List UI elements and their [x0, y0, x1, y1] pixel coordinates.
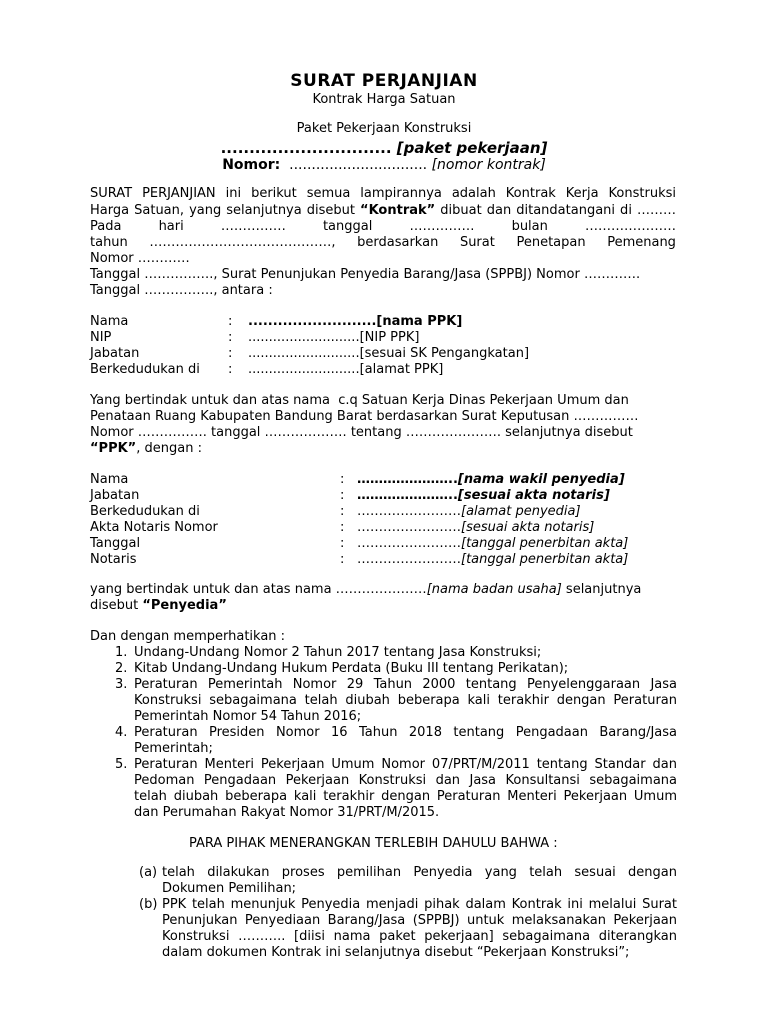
ppk-value	[248, 346, 529, 362]
placeholder: [sesuai SK Pengangkatan]	[359, 346, 530, 361]
placeholder: [alamat PPK]	[359, 362, 444, 377]
list-number: 2.	[115, 661, 128, 676]
ppk-para-4-rest: , dengan :	[136, 441, 202, 456]
penyedia-colon: :	[340, 520, 345, 535]
word: ……………	[220, 219, 286, 234]
list-item-line: telah dilakukan proses pemilihan Penyedia yang telah sesuai dengan	[162, 865, 677, 880]
penyedia-value	[357, 488, 610, 504]
paket-line	[0, 139, 768, 157]
placeholder: [tanggal penerbitan akta]	[461, 552, 629, 567]
considering-intro: Dan dengan memperhatikan :	[90, 629, 286, 644]
penyedia-colon: :	[340, 536, 345, 551]
dots: ……………………	[357, 520, 461, 535]
placeholder: [nama badan usaha]	[426, 582, 562, 597]
list-item-line: Konstruksi ……….. [diisi nama paket pekerjaan] sebagaimana diterangkan	[162, 929, 677, 944]
dots: ……………………	[357, 504, 461, 519]
penyedia-para-1	[90, 582, 641, 598]
dots: ...........................	[248, 330, 360, 345]
ppk-value	[248, 330, 419, 346]
list-item-line: telah diubah beberapa kali terakhir dengan Peraturan Menteri Pekerjaan Umum	[134, 789, 677, 804]
text: yang bertindak untuk dan atas nama …………………	[90, 582, 427, 597]
nomor-label: Nomor:	[222, 157, 281, 173]
ppk-label: Nama	[90, 314, 129, 329]
ppk-colon: :	[228, 362, 233, 377]
parties-heading: PARA PIHAK MENERANGKAN TERLEBIH DAHULU BAHWA :	[189, 836, 558, 851]
word: bulan	[511, 219, 548, 234]
ppk-colon: :	[228, 330, 233, 345]
placeholder: [tanggal penerbitan akta]	[461, 536, 629, 551]
list-item-line: Dokumen Pemilihan;	[162, 881, 297, 896]
text: selanjutnya	[561, 582, 642, 597]
ppk-term: “PPK”	[90, 441, 137, 456]
dots: …………………..	[357, 472, 458, 487]
document-title: SURAT PERJANJIAN	[290, 71, 478, 91]
list-number: 5.	[115, 757, 128, 772]
intro-line-1: SURAT PERJANJIAN ini berikut semua lampirannya adalah Kontrak Kerja Konstruksi	[90, 186, 676, 201]
document-subtitle: Kontrak Harga Satuan	[312, 92, 456, 107]
list-item-line: dalam dokumen Kontrak ini selanjutnya disebut “Pekerjaan Konstruksi”;	[162, 945, 630, 960]
word: Penetapan	[516, 235, 586, 250]
list-item-line: PPK telah menunjuk Penyedia menjadi pihak dalam Kontrak ini melalui Surat	[162, 897, 677, 912]
penyedia-label: Nama	[90, 472, 129, 487]
penyedia-label: Berkedudukan di	[90, 504, 200, 519]
intro-line-2-c: dibuat dan ditandatangani di ………	[435, 203, 676, 218]
penyedia-colon: :	[340, 472, 345, 487]
intro-line-3	[90, 219, 676, 235]
paket-placeholder: [paket pekerjaan]	[396, 139, 548, 157]
word: …………………	[584, 219, 676, 234]
word: berdasarkan	[357, 235, 439, 250]
list-label: (a)	[139, 865, 158, 880]
penyedia-label: Jabatan	[90, 488, 140, 503]
penyedia-label: Akta Notaris Nomor	[90, 520, 218, 535]
ppk-value	[248, 362, 443, 378]
intro-line-2	[90, 203, 676, 219]
ppk-label: Jabatan	[90, 346, 140, 361]
paket-label: Paket Pekerjaan Konstruksi	[296, 121, 472, 136]
dots: ……………………	[357, 536, 461, 551]
word: tahun	[90, 235, 128, 250]
intro-line-6: Tanggal ……………., Surat Penunjukan Penyedia Barang/Jasa (SPPBJ) Nomor ………….	[90, 267, 641, 282]
word: tanggal	[322, 219, 373, 234]
dots: ..........................	[248, 314, 377, 329]
intro-line-7: Tanggal ……………., antara :	[90, 283, 273, 298]
list-item-line: Penunjukan Penyediaan Barang/Jasa (SPPBJ) untuk melaksanakan Pekerjaan	[162, 913, 677, 928]
dots: ...........................	[248, 362, 360, 377]
placeholder: [nama PPK]	[376, 314, 463, 329]
word: ……………………………………,	[149, 235, 336, 250]
paket-dots: ..............................	[220, 139, 392, 157]
list-item-line: Peraturan Pemerintah Nomor 29 Tahun 2000 tentang Penyelenggaraan Jasa	[134, 677, 677, 692]
word: ……………	[409, 219, 475, 234]
ppk-para-2: Penataan Ruang Kabupaten Bandung Barat berdasarkan Surat Keputusan ……………	[90, 409, 639, 424]
ppk-colon: :	[228, 346, 233, 361]
dots: …………………..	[357, 488, 458, 503]
penyedia-colon: :	[340, 504, 345, 519]
list-label: (b)	[139, 897, 158, 912]
list-item-line: Peraturan Menteri Pekerjaan Umum Nomor 07/PRT/M/2011 tentang Standar dan	[134, 757, 677, 772]
penyedia-value	[357, 536, 628, 552]
list-item-line: Undang-Undang Nomor 2 Tahun 2017 tentang Jasa Konstruksi;	[134, 645, 542, 660]
penyedia-colon: :	[340, 552, 345, 567]
list-number: 4.	[115, 725, 128, 740]
placeholder: [nama wakil penyedia]	[457, 472, 625, 487]
penyedia-value	[357, 472, 625, 488]
intro-line-2-a: Harga Satuan, yang selanjutnya disebut	[90, 203, 361, 218]
placeholder: [NIP PPK]	[359, 330, 420, 345]
word: hari	[158, 219, 184, 234]
ppk-para-1: Yang bertindak untuk dan atas nama c.q Satuan Kerja Dinas Pekerjaan Umum dan	[90, 393, 629, 408]
ppk-label: Berkedudukan di	[90, 362, 200, 377]
dots: ……………………	[357, 552, 461, 567]
list-item-line: Kitab Undang-Undang Hukum Perdata (Buku III tentang Perikatan);	[134, 661, 569, 676]
nomor-line	[0, 157, 768, 173]
word: Pada	[90, 219, 122, 234]
penyedia-label: Notaris	[90, 552, 137, 567]
dots: ...........................	[248, 346, 360, 361]
list-item-line: Pedoman Pengadaan Pekerjaan Konstruksi dan Jasa Konsultansi sebagaimana	[134, 773, 677, 788]
intro-line-5: Nomor …………	[90, 251, 190, 266]
nomor-placeholder: [nomor kontrak]	[431, 157, 546, 173]
ppk-colon: :	[228, 314, 233, 329]
list-item-line: Peraturan Presiden Nomor 16 Tahun 2018 tentang Pengadaan Barang/Jasa	[134, 725, 677, 740]
list-item-line: Konstruksi sebagaimana telah diubah beberapa kali terakhir dengan Peraturan	[134, 693, 677, 708]
penyedia-para-2	[90, 598, 227, 614]
placeholder: [alamat penyedia]	[461, 504, 581, 519]
list-number: 1.	[115, 645, 128, 660]
ppk-para-4	[90, 441, 202, 457]
ppk-value	[248, 314, 462, 330]
list-item-line: dan Perumahan Rakyat Nomor 31/PRT/M/2015.	[134, 805, 440, 820]
penyedia-colon: :	[340, 488, 345, 503]
nomor-dots: ...............................	[289, 157, 428, 173]
penyedia-term: “Penyedia”	[142, 598, 227, 613]
ppk-para-3: Nomor ……………. tanggal ………………. tentang …………………. selanjutnya disebut	[90, 425, 633, 440]
penyedia-value	[357, 504, 581, 520]
text: disebut	[90, 598, 143, 613]
list-number: 3.	[115, 677, 128, 692]
penyedia-label: Tanggal	[90, 536, 141, 551]
placeholder: [sesuai akta notaris]	[461, 520, 595, 535]
word: Pemenang	[607, 235, 676, 250]
penyedia-value	[357, 520, 594, 536]
penyedia-value	[357, 552, 628, 568]
placeholder: [sesuai akta notaris]	[457, 488, 610, 503]
word: Surat	[459, 235, 495, 250]
kontrak-term: “Kontrak”	[360, 203, 436, 218]
ppk-label: NIP	[90, 330, 112, 345]
list-item-line: Pemerintah;	[134, 741, 213, 756]
list-item-line: Pemerintah Nomor 54 Tahun 2016;	[134, 709, 362, 724]
intro-line-4	[90, 235, 676, 251]
